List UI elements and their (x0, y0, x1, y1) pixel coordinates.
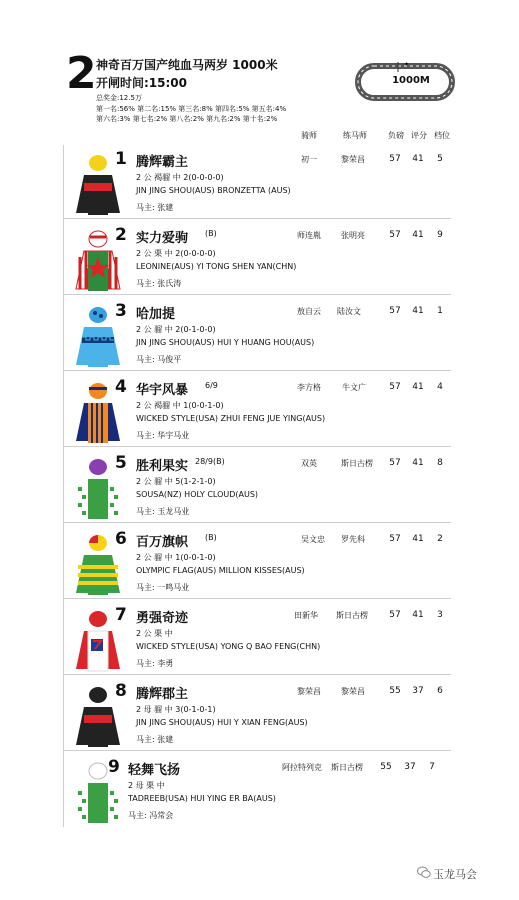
weight: 57 (389, 306, 401, 316)
jockey-name: 田新华 (294, 611, 318, 620)
horse-note: 6/9 (205, 381, 218, 390)
draw: 6 (437, 686, 443, 696)
horse-info: 2 公 骝 中 1(0-0-1-0) (136, 553, 216, 562)
prize-split-1: 第一名:56% 第二名:15% 第三名:8% 第四名:5% 第五名:4% (96, 105, 287, 113)
draw: 5 (437, 154, 443, 164)
jockey-name: 敖自云 (297, 307, 321, 316)
draw: 1 (437, 306, 443, 316)
horse-number: 8 (115, 681, 127, 701)
col-trainer: 练马师 (343, 131, 367, 140)
horse-note: (B) (205, 229, 217, 238)
horse-name: 哈加提 (136, 307, 176, 322)
horse-owner: 马主: 李勇 (136, 659, 174, 668)
runner-row (64, 677, 451, 751)
jockey-name: 师连胤 (297, 231, 321, 240)
row-divider (64, 370, 451, 371)
horse-pedigree: SOUSA(NZ) HOLY CLOUD(AUS) (136, 490, 259, 499)
horse-name: 腾辉霸主 (136, 155, 189, 170)
distance-badge: 1000M (392, 75, 430, 86)
weight: 55 (389, 686, 401, 696)
horse-number: 9 (108, 757, 120, 777)
horse-number: 7 (115, 605, 127, 625)
jockey-name: 吴文忠 (301, 535, 325, 544)
row-divider (64, 294, 451, 295)
column-headers (0, 130, 519, 144)
runner-row (64, 525, 451, 599)
trainer-name: 黎荣昌 (341, 687, 365, 696)
rating: 41 (412, 306, 424, 316)
horse-pedigree: OLYMPIC FLAG(AUS) MILLION KISSES(AUS) (136, 566, 305, 575)
horse-pedigree: WICKED STYLE(USA) ZHUI FENG JUE YING(AUS) (136, 414, 326, 423)
horse-owner: 马主: 冯常会 (128, 811, 174, 820)
horse-pedigree: TADREEB(USA) HUI YING ER BA(AUS) (128, 794, 276, 803)
weight: 57 (389, 382, 401, 392)
trainer-name: 牛文广 (342, 383, 366, 392)
wechat-icon (417, 866, 431, 879)
trainer-name: 张明亮 (341, 231, 365, 240)
weight: 57 (389, 154, 401, 164)
rating: 37 (412, 686, 424, 696)
runner-row (64, 373, 451, 447)
horse-number: 5 (115, 453, 127, 473)
runner-row (64, 221, 451, 295)
runner-row (64, 145, 451, 219)
horse-info: 2 公 褐骝 中 2(0-0-0-0) (136, 173, 224, 182)
jockey-name: 双英 (301, 459, 317, 468)
trainer-name: 陆汝文 (337, 307, 361, 316)
horse-owner: 马主: 张建 (136, 203, 174, 212)
horse-note: 28/9(B) (195, 457, 225, 466)
rating: 41 (412, 154, 424, 164)
horse-pedigree: JIN JING SHOU(AUS) BRONZETTA (AUS) (136, 186, 291, 195)
runner-list (63, 145, 451, 827)
horse-pedigree: WICKED STYLE(USA) YONG Q BAO FENG(CHN) (136, 642, 321, 651)
draw: 2 (437, 534, 443, 544)
race-start-time: 开闸时间:15:00 (96, 76, 187, 90)
horse-name: 实力爱驹 (136, 231, 189, 246)
col-rating: 评分 (411, 131, 427, 140)
horse-info: 2 公 褐骝 中 1(0-0-1-0) (136, 401, 224, 410)
draw: 7 (429, 762, 435, 772)
draw: 8 (437, 458, 443, 468)
rating: 37 (404, 762, 416, 772)
runner-row (64, 753, 451, 827)
brand-watermark: 玉龙马会 (433, 868, 477, 881)
horse-owner: 马主: 张建 (136, 735, 174, 744)
horse-name: 华宇风暴 (136, 383, 189, 398)
draw: 9 (437, 230, 443, 240)
horse-number: 2 (115, 225, 127, 245)
horse-info: 2 公 骝 中 5(1-2-1-0) (136, 477, 216, 486)
rating: 41 (412, 230, 424, 240)
rating: 41 (412, 458, 424, 468)
row-divider (64, 522, 451, 523)
weight: 57 (389, 610, 401, 620)
col-draw: 档位 (434, 131, 450, 140)
horse-name: 百万旗帜 (136, 535, 189, 550)
jockey-name: 李方格 (297, 383, 321, 392)
weight: 57 (389, 230, 401, 240)
row-divider (64, 218, 451, 219)
draw: 4 (437, 382, 443, 392)
weight: 57 (389, 458, 401, 468)
jockey-name: 初一 (301, 155, 317, 164)
runner-row (64, 449, 451, 523)
runner-row (64, 297, 451, 371)
trainer-name: 斯日古楞 (331, 763, 363, 772)
col-weight: 负磅 (388, 131, 404, 140)
weight: 55 (380, 762, 392, 772)
track-diagram (352, 58, 458, 102)
row-divider (64, 446, 451, 447)
horse-owner: 马主: 马俊平 (136, 355, 182, 364)
runner-row (64, 601, 451, 675)
horse-owner: 马主: 张氏涛 (136, 279, 182, 288)
horse-info: 2 公 栗 中 (136, 629, 173, 638)
horse-number: 4 (115, 377, 127, 397)
horse-name: 轻舞飞扬 (128, 763, 181, 778)
horse-owner: 马主: 华宇马业 (136, 431, 190, 440)
horse-name: 勇强奇迹 (136, 611, 189, 626)
horse-note: (B) (205, 533, 217, 542)
horse-info: 2 母 栗 中 (128, 781, 165, 790)
horse-owner: 马主: 一鸣马业 (136, 583, 190, 592)
horse-pedigree: JIN JING SHOU(AUS) HUI Y XIAN FENG(AUS) (136, 718, 308, 727)
horse-info: 2 公 栗 中 2(0-0-0-0) (136, 249, 216, 258)
horse-number: 3 (115, 301, 127, 321)
horse-pedigree: JIN JING SHOU(AUS) HUI Y HUANG HOU(AUS) (136, 338, 315, 347)
horse-name: 腾辉郡主 (136, 687, 189, 702)
race-title: 神奇百万国产纯血马两岁 1000米 (96, 58, 278, 72)
horse-owner: 马主: 玉龙马业 (136, 507, 190, 516)
weight: 57 (389, 534, 401, 544)
row-divider (64, 750, 451, 751)
col-jockey: 骑师 (301, 131, 317, 140)
jockey-name: 黎荣昌 (297, 687, 321, 696)
row-divider (64, 598, 451, 599)
row-divider (64, 674, 451, 675)
horse-info: 2 公 骝 中 2(0-1-0-0) (136, 325, 216, 334)
trainer-name: 斯日古楞 (341, 459, 373, 468)
horse-name: 胜利果实 (136, 459, 189, 474)
trainer-name: 罗先科 (341, 535, 365, 544)
trainer-name: 斯日古楞 (336, 611, 368, 620)
rating: 41 (412, 610, 424, 620)
horse-number: 1 (115, 149, 127, 169)
draw: 3 (437, 610, 443, 620)
horse-info: 2 母 骝 中 3(0-1-0-1) (136, 705, 216, 714)
trainer-name: 黎荣昌 (341, 155, 365, 164)
jockey-name: 阿拉特列克 (282, 763, 322, 772)
rating: 41 (412, 534, 424, 544)
horse-number: 6 (115, 529, 127, 549)
prize-split-2: 第六名:3% 第七名:2% 第八名:2% 第九名:2% 第十名:2% (96, 115, 278, 123)
prize-total: 总奖金:12.5万 (96, 94, 142, 102)
svg-text:✦: ✦ (404, 61, 410, 68)
race-number: 2 (66, 48, 97, 99)
horse-pedigree: LEONINE(AUS) YI TONG SHEN YAN(CHN) (136, 262, 297, 271)
rating: 41 (412, 382, 424, 392)
